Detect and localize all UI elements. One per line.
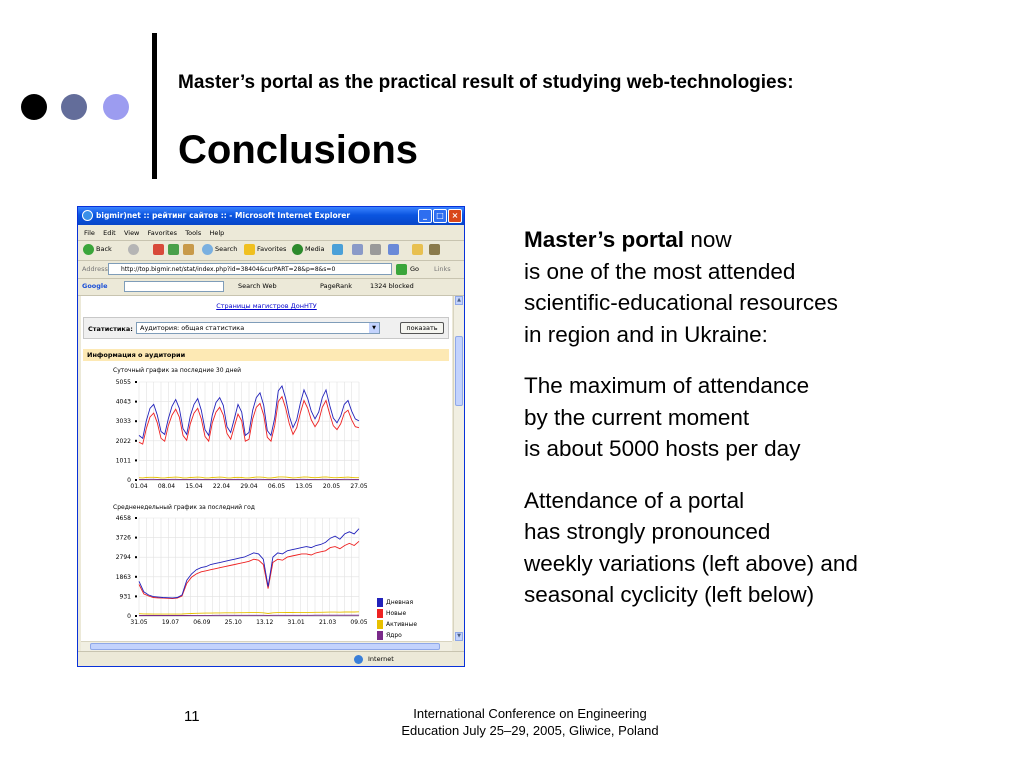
- y-tick-label: 4658: [115, 515, 131, 522]
- x-tick-label: 31.01: [287, 619, 305, 626]
- y-tick-mark: [135, 537, 137, 539]
- statistics-form: [83, 317, 449, 339]
- y-tick-mark: [135, 576, 137, 578]
- close-button[interactable]: ×: [448, 209, 462, 223]
- paragraph-portal-line: in region and in Ukraine:: [524, 321, 768, 347]
- x-tick-label: 09.05: [350, 619, 368, 626]
- history-icon[interactable]: [332, 244, 343, 255]
- go-arrow-icon[interactable]: [396, 264, 407, 275]
- popup-blocked-count[interactable]: 1324 blocked: [370, 282, 414, 290]
- x-tick-label: 06.09: [193, 619, 211, 626]
- audience-info-header: Информация о аудитории: [83, 349, 449, 361]
- folder-icon[interactable]: [412, 244, 423, 255]
- address-bar: [78, 261, 464, 279]
- legend-item: [377, 631, 417, 641]
- paragraph-portal-line: scientific-educational resources: [524, 290, 838, 315]
- maximize-button[interactable]: □: [433, 209, 447, 223]
- bullet-dot-black: [21, 94, 47, 120]
- security-zone-label: Internet: [368, 655, 394, 663]
- chevron-down-icon[interactable]: ▼: [369, 323, 379, 333]
- y-tick-mark: [135, 420, 137, 422]
- go-button[interactable]: Go: [410, 265, 420, 273]
- slide-subtitle: Master’s portal as the practical result of studying web-technologies:: [178, 72, 794, 93]
- menu-tools[interactable]: Tools: [185, 229, 202, 237]
- mail-icon[interactable]: [352, 244, 363, 255]
- legend-item: [377, 609, 417, 620]
- paragraph-attendance-line: weekly variations (left above) and: [524, 550, 858, 576]
- menu-file[interactable]: File: [84, 229, 95, 237]
- paragraph-attendance-line: Attendance of a portal: [524, 487, 745, 513]
- chart-title: Средненедельный график за последний год: [113, 504, 255, 511]
- paragraph-attendance-line: has strongly pronounced: [524, 519, 771, 544]
- x-tick-label: 20.05: [322, 483, 341, 490]
- y-tick-mark: [135, 595, 137, 597]
- favorites-button[interactable]: Favorites: [257, 245, 287, 253]
- paragraph-portal: [524, 224, 944, 350]
- minimize-button[interactable]: _: [418, 209, 432, 223]
- y-tick-label: 0: [127, 477, 131, 484]
- chart-title: Суточный график за последние 30 дней: [113, 367, 242, 374]
- y-tick-label: 2022: [115, 437, 131, 445]
- paragraph-maximum-line: The maximum of attendance: [524, 373, 810, 398]
- search-icon[interactable]: [202, 244, 213, 255]
- internet-explorer-icon: [82, 210, 93, 221]
- conference-line-1: International Conference on Engineering: [413, 706, 647, 721]
- bullet-dot-lavender: [103, 94, 129, 120]
- messenger-icon[interactable]: [429, 244, 440, 255]
- menu-edit[interactable]: Edit: [103, 229, 116, 237]
- y-tick-mark: [135, 615, 137, 617]
- address-input[interactable]: http://top.bigmir.net/stat/index.php?id=38404&curPART=28&p=8&s=0: [108, 263, 392, 275]
- statistics-label: Статистика:: [88, 325, 133, 333]
- y-tick-mark: [135, 479, 137, 481]
- address-label: Address: [82, 265, 108, 273]
- home-icon[interactable]: [183, 244, 194, 255]
- statistics-select[interactable]: [136, 322, 380, 334]
- browser-toolbar: [78, 241, 464, 261]
- conference-line-2: Education July 25–29, 2005, Gliwice, Poland: [401, 723, 659, 738]
- horizontal-scrollbar[interactable]: [81, 641, 452, 651]
- x-tick-label: 13.05: [295, 483, 313, 490]
- x-tick-label: 06.05: [267, 483, 286, 490]
- legend-label: Новые: [386, 610, 407, 617]
- x-tick-label: 19.07: [161, 619, 180, 626]
- menu-favorites[interactable]: Favorites: [147, 229, 177, 237]
- x-tick-label: 21.03: [318, 619, 337, 626]
- google-search-input[interactable]: [124, 281, 224, 292]
- print-icon[interactable]: [370, 244, 381, 255]
- y-tick-mark: [135, 556, 137, 558]
- y-tick-label: 3726: [115, 534, 131, 542]
- browser-window-title: bigmir)net :: рейтинг сайтов :: - Microsoft Internet Explorer: [96, 211, 351, 220]
- x-tick-label: 15.04: [185, 483, 203, 490]
- paragraph-attendance: [524, 485, 944, 611]
- x-tick-label: 27.05: [350, 483, 368, 490]
- paragraph-maximum-line: is about 5000 hosts per day: [524, 436, 801, 461]
- x-tick-label: 08.04: [157, 483, 176, 490]
- portal-now-text: now: [684, 227, 732, 252]
- horizontal-scrollbar-thumb[interactable]: [90, 643, 440, 650]
- y-tick-mark: [135, 459, 137, 461]
- status-bar: [78, 651, 464, 667]
- paragraph-maximum-line: by the current moment: [524, 404, 750, 430]
- legend-swatch: [377, 620, 383, 629]
- x-tick-label: 25.10: [224, 619, 242, 626]
- x-tick-label: 31.05: [130, 619, 148, 626]
- legend-label: Ядро: [386, 632, 402, 639]
- search-web-button[interactable]: Search Web: [238, 282, 277, 290]
- edit-icon[interactable]: [388, 244, 399, 255]
- title-divider-bar: [152, 33, 157, 179]
- portal-name-bold: Master’s portal: [524, 227, 685, 252]
- x-tick-label: 13.12: [256, 619, 274, 626]
- masters-pages-link[interactable]: Страницы магистров ДонНТУ: [216, 302, 317, 310]
- paragraph-attendance-line: seasonal cyclicity (left below): [524, 582, 815, 607]
- legend-swatch: [377, 631, 383, 640]
- x-tick-label: 29.04: [240, 483, 258, 490]
- x-tick-label: 01.04: [130, 483, 148, 490]
- media-button[interactable]: Media: [305, 245, 325, 253]
- slide-title: Conclusions: [178, 128, 419, 172]
- google-logo[interactable]: Google: [82, 282, 108, 290]
- back-button[interactable]: Back: [96, 245, 112, 253]
- y-tick-mark: [135, 381, 137, 383]
- vertical-scrollbar[interactable]: [453, 296, 464, 641]
- y-tick-label: 3033: [115, 418, 131, 426]
- favorites-star-icon[interactable]: [244, 244, 255, 255]
- scrollbar-thumb[interactable]: [455, 336, 463, 406]
- y-tick-label: 4043: [115, 398, 131, 406]
- bullet-dot-slate: [61, 94, 87, 120]
- browser-page-content: [81, 296, 452, 641]
- internet-zone-globe-icon: [354, 655, 363, 664]
- y-tick-label: 1863: [115, 573, 131, 581]
- browser-titlebar: [78, 207, 464, 225]
- slide-body-text: [524, 224, 944, 631]
- stop-icon[interactable]: [153, 244, 164, 255]
- y-tick-label: 0: [127, 613, 131, 620]
- paragraph-portal-line-0: [524, 224, 944, 256]
- y-tick-label: 1011: [115, 457, 131, 465]
- legend-item: [377, 620, 417, 631]
- refresh-icon[interactable]: [168, 244, 179, 255]
- y-tick-label: 931: [119, 593, 131, 601]
- statistics-select-value: Аудитория: общая статистика: [140, 324, 245, 332]
- y-tick-mark: [135, 401, 137, 403]
- chart-legend: [377, 598, 417, 641]
- media-icon[interactable]: [292, 244, 303, 255]
- browser-menubar: [78, 226, 464, 241]
- x-tick-label: 22.04: [212, 483, 231, 490]
- legend-swatch: [377, 609, 383, 618]
- paragraph-portal-line: is one of the most attended: [524, 258, 796, 284]
- conference-footer: [372, 705, 688, 739]
- menu-help[interactable]: Help: [209, 229, 225, 237]
- y-tick-mark: [135, 517, 137, 519]
- browser-window-screenshot: [77, 206, 465, 667]
- y-tick-mark: [135, 440, 137, 442]
- pagerank-indicator: PageRank: [320, 282, 352, 290]
- legend-item: [377, 598, 417, 609]
- google-toolbar: [78, 279, 464, 296]
- legend-swatch: [377, 598, 383, 607]
- search-button[interactable]: Search: [215, 245, 238, 253]
- y-tick-label: 2794: [115, 554, 131, 562]
- forward-arrow-icon[interactable]: [128, 244, 139, 255]
- paragraph-maximum: [524, 370, 944, 465]
- slide-page-number: 11: [184, 708, 200, 725]
- back-arrow-icon[interactable]: [83, 244, 94, 255]
- show-button[interactable]: показать: [400, 322, 444, 334]
- legend-label: Активные: [386, 621, 418, 628]
- links-label[interactable]: Links: [434, 265, 451, 273]
- legend-label: Дневная: [386, 599, 414, 606]
- scroll-up-arrow[interactable]: ▲: [455, 296, 463, 305]
- scroll-down-arrow[interactable]: ▼: [455, 632, 463, 641]
- y-tick-label: 5055: [115, 379, 131, 386]
- menu-view[interactable]: View: [123, 229, 140, 237]
